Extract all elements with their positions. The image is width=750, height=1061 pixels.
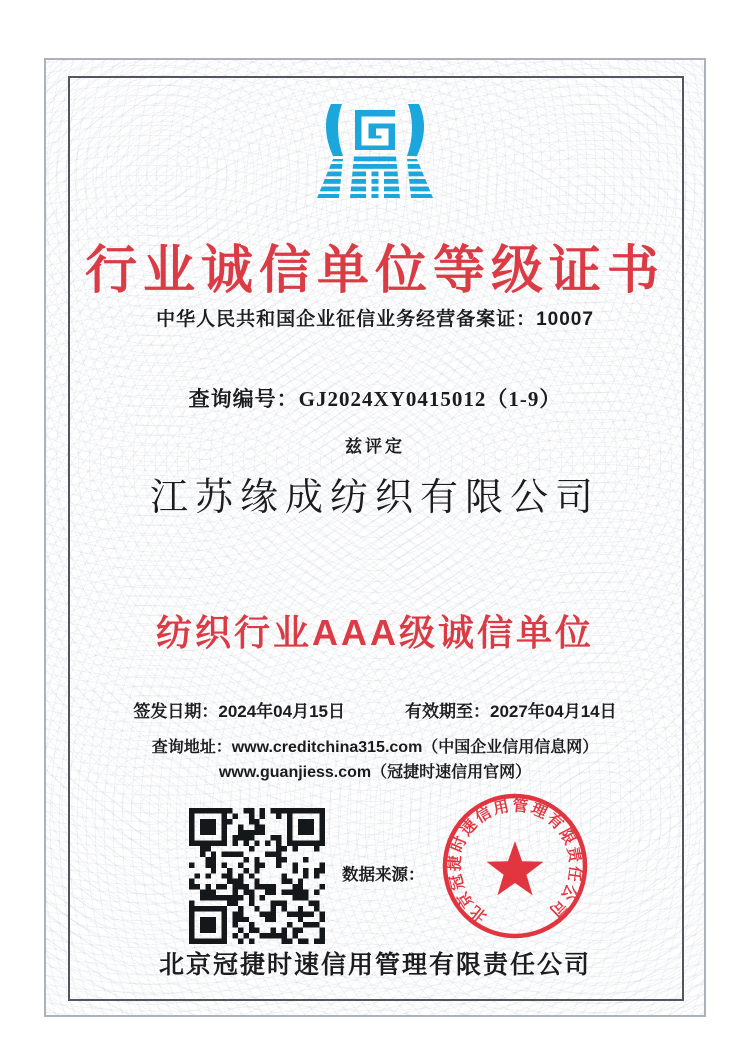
issue-date-label: 签发日期： bbox=[133, 702, 219, 721]
query-address-url1: www.creditchina315.com bbox=[231, 739, 423, 756]
query-address-line1 bbox=[46, 737, 704, 759]
query-address-note2: （冠捷时速信用官网） bbox=[371, 764, 532, 781]
issue-date bbox=[133, 700, 345, 724]
issuer-name: 北京冠捷时速信用管理有限责任公司 bbox=[158, 951, 591, 979]
query-number-value: GJ2024XY0415012（1-9） bbox=[298, 387, 562, 411]
certificate-logo bbox=[310, 104, 440, 219]
query-address-line2 bbox=[46, 762, 704, 784]
valid-until bbox=[405, 700, 617, 724]
query-address-label: 查询地址： bbox=[151, 739, 232, 756]
company-seal bbox=[440, 791, 590, 941]
seal-text: 北京冠捷时速信用管理有限责任公司 bbox=[446, 797, 584, 925]
query-address-note1: （中国企业信用信息网） bbox=[422, 739, 599, 756]
red-star-icon bbox=[487, 841, 544, 895]
dates-row bbox=[46, 700, 704, 724]
company-name: 江苏缘成纺织有限公司 bbox=[149, 477, 600, 519]
query-address-url2: www.guanjiess.com bbox=[218, 764, 372, 781]
hereby-label: 兹评定 bbox=[345, 437, 405, 456]
data-source-label: 数据来源： bbox=[342, 865, 425, 884]
issue-date-value: 2024年04月15日 bbox=[218, 702, 345, 721]
gh-monogram-logo-icon bbox=[310, 104, 440, 214]
query-number-label: 查询编号： bbox=[188, 387, 299, 411]
rating-title: 纺织行业AAA级诚信单位 bbox=[156, 612, 594, 653]
registration-number-line: 中华人民共和国企业征信业务经营备案证：10007 bbox=[156, 309, 594, 330]
valid-until-value: 2027年04月14日 bbox=[490, 702, 617, 721]
valid-until-label: 有效期至： bbox=[405, 702, 490, 721]
certificate-page bbox=[44, 58, 706, 1017]
certificate-title: 行业诚信单位等级证书 bbox=[84, 242, 665, 300]
qr-code-icon bbox=[189, 808, 325, 944]
query-number-line bbox=[46, 385, 704, 413]
